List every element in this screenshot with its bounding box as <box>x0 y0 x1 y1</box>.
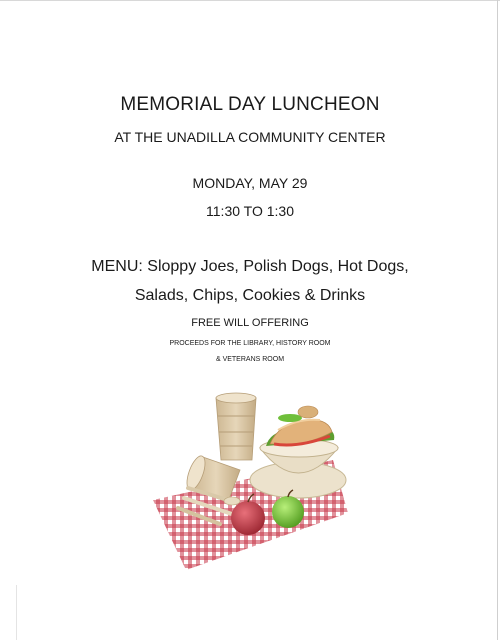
plate-and-bowl <box>250 439 346 498</box>
free-will-offering: FREE WILL OFFERING <box>191 317 309 329</box>
flyer-location: AT THE UNADILLA COMMUNITY CENTER <box>114 129 386 145</box>
proceeds-line-2: & VETERANS ROOM <box>215 356 285 363</box>
paper-cups-stack <box>216 393 256 460</box>
page-edge-left <box>16 585 17 640</box>
menu-line-2: Salads, Chips, Cookies & Drinks <box>134 287 366 304</box>
picnic-lunch-illustration <box>148 388 353 570</box>
menu-line-1: MENU: Sloppy Joes, Polish Dogs, Hot Dogs, <box>91 258 409 275</box>
flyer-title: MEMORIAL DAY LUNCHEON <box>120 94 380 115</box>
sandwich <box>266 406 334 446</box>
page-edge-top <box>0 0 500 1</box>
event-date: MONDAY, MAY 29 <box>192 175 308 191</box>
proceeds-line-1: PROCEEDS FOR THE LIBRARY, HISTORY ROOM <box>169 340 331 347</box>
event-time: 11:30 TO 1:30 <box>206 203 294 219</box>
